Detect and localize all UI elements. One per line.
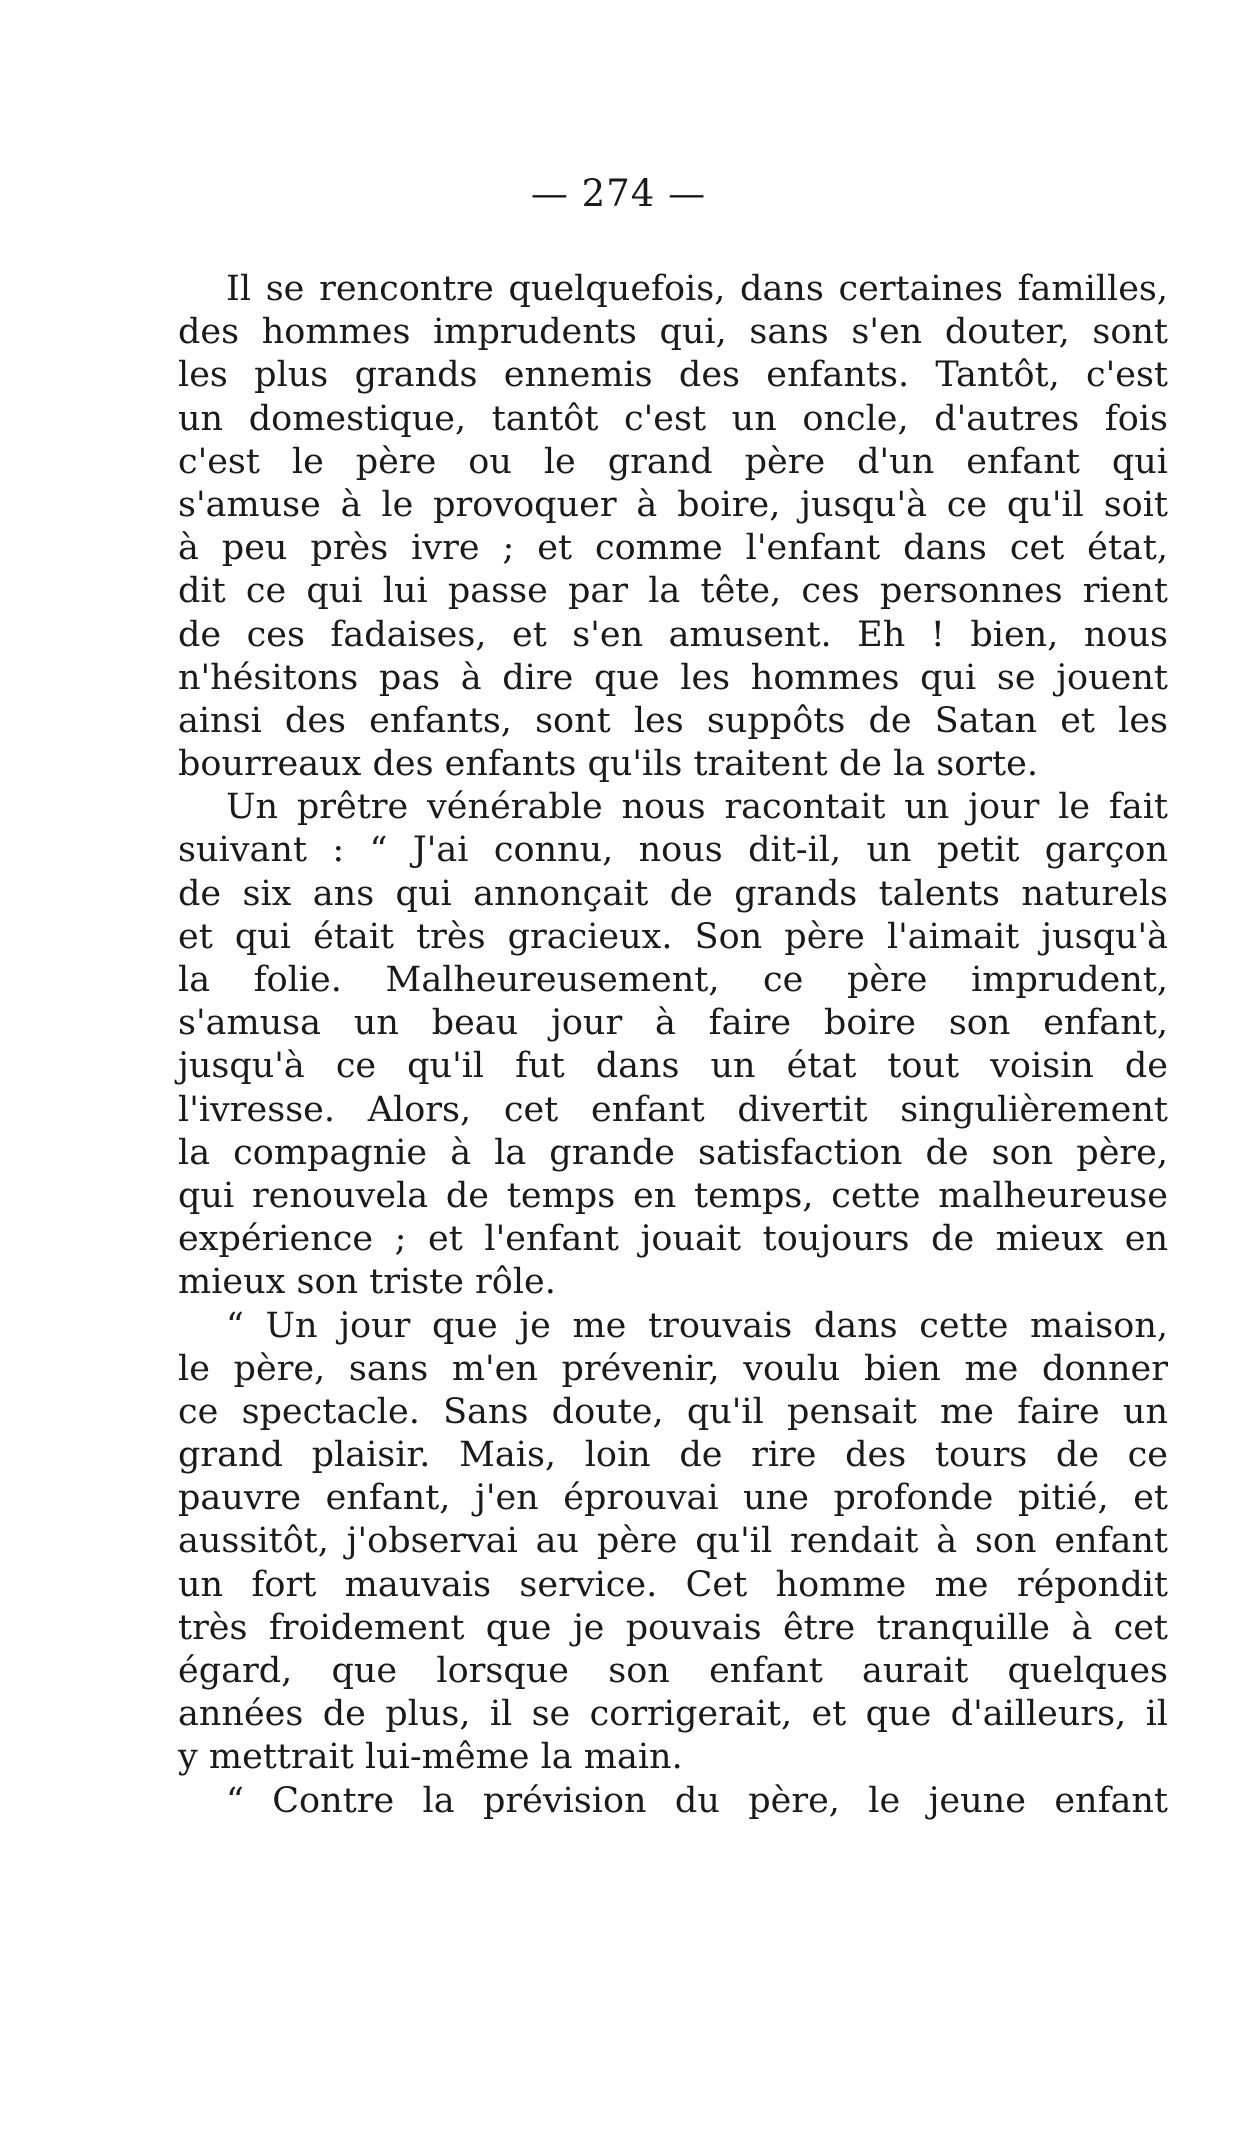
text-line: “ Contre la prévision du père, le jeune enfant	[226, 1780, 1168, 1821]
text-line: expérience ; et l'enfant jouait toujours de mieux en	[178, 1219, 1168, 1260]
page-number: — 274 —	[530, 172, 707, 215]
text-line: un fort mauvais service. Cet homme me répondit	[178, 1564, 1168, 1605]
text-line: n'hésitons pas à dire que les hommes qui se jouent	[178, 657, 1168, 698]
text-line: l'ivresse. Alors, cet enfant divertit singulièrement	[178, 1089, 1168, 1130]
text-line: “ Un jour que je me trouvais dans cette maison,	[226, 1305, 1168, 1346]
text-line: ainsi des enfants, sont les suppôts de Satan et les	[178, 700, 1168, 741]
text-line: ce spectacle. Sans doute, qu'il pensait me faire un	[178, 1391, 1168, 1432]
text-line: la folie. Malheureusement, ce père imprudent,	[178, 960, 1168, 1000]
text-line: qui renouvela de temps en temps, cette malheureuse	[178, 1175, 1168, 1216]
text-line: le père, sans m'en prévenir, voulu bien me donner	[178, 1348, 1168, 1389]
text-line: suivant : “ J'ai connu, nous dit-il, un petit garçon	[178, 830, 1168, 871]
text-line: s'amuse à le provoquer à boire, jusqu'à ce qu'il soit	[178, 484, 1168, 525]
paragraph	[178, 1305, 1168, 1780]
paragraph	[178, 1780, 1168, 1823]
text-line: c'est le père ou le grand père d'un enfant qui	[178, 441, 1168, 482]
paragraph	[178, 268, 1168, 786]
text-line: de six ans qui annonçait de grands talents naturels	[178, 873, 1168, 914]
text-line: Il se rencontre quelquefois, dans certaines familles,	[226, 269, 1168, 309]
text-line: s'amusa un beau jour à faire boire son enfant,	[178, 1003, 1168, 1044]
text-line: y mettrait lui-même la main.	[178, 1737, 683, 1778]
text-line: des hommes imprudents qui, sans s'en douter, sont	[178, 312, 1168, 353]
text-line: Un prêtre vénérable nous racontait un jour le fait	[226, 787, 1168, 828]
paragraph	[178, 786, 1168, 1304]
text-line: les plus grands ennemis des enfants. Tantôt, c'est	[178, 355, 1168, 396]
text-line: grand plaisir. Mais, loin de rire des tours de ce	[178, 1435, 1168, 1476]
body-text	[178, 268, 1168, 1823]
text-line: jusqu'à ce qu'il fut dans un état tout voisin de	[178, 1046, 1168, 1087]
text-line: égard, que lorsque son enfant aurait quelques	[178, 1651, 1168, 1691]
text-line: et qui était très gracieux. Son père l'aimait jusqu'à	[178, 916, 1168, 957]
text-line: bourreaux des enfants qu'ils traitent de la sorte.	[178, 744, 1038, 785]
text-line: années de plus, il se corrigerait, et que d'ailleurs, il	[178, 1694, 1168, 1735]
text-line: la compagnie à la grande satisfaction de son père,	[178, 1132, 1168, 1173]
text-line: un domestique, tantôt c'est un oncle, d'autres fois	[178, 398, 1168, 439]
text-line: à peu près ivre ; et comme l'enfant dans cet état,	[178, 528, 1168, 569]
text-line: de ces fadaises, et s'en amusent. Eh ! bien, nous	[178, 614, 1168, 655]
text-line: dit ce qui lui passe par la tête, ces personnes rient	[178, 571, 1168, 612]
text-line: mieux son triste rôle.	[178, 1262, 556, 1303]
text-line: aussitôt, j'observai au père qu'il rendait à son enfant	[178, 1521, 1168, 1562]
text-line: très froidement que je pouvais être tranquille à cet	[178, 1607, 1168, 1648]
text-line: pauvre enfant, j'en éprouvai une profonde pitié, et	[178, 1478, 1168, 1519]
